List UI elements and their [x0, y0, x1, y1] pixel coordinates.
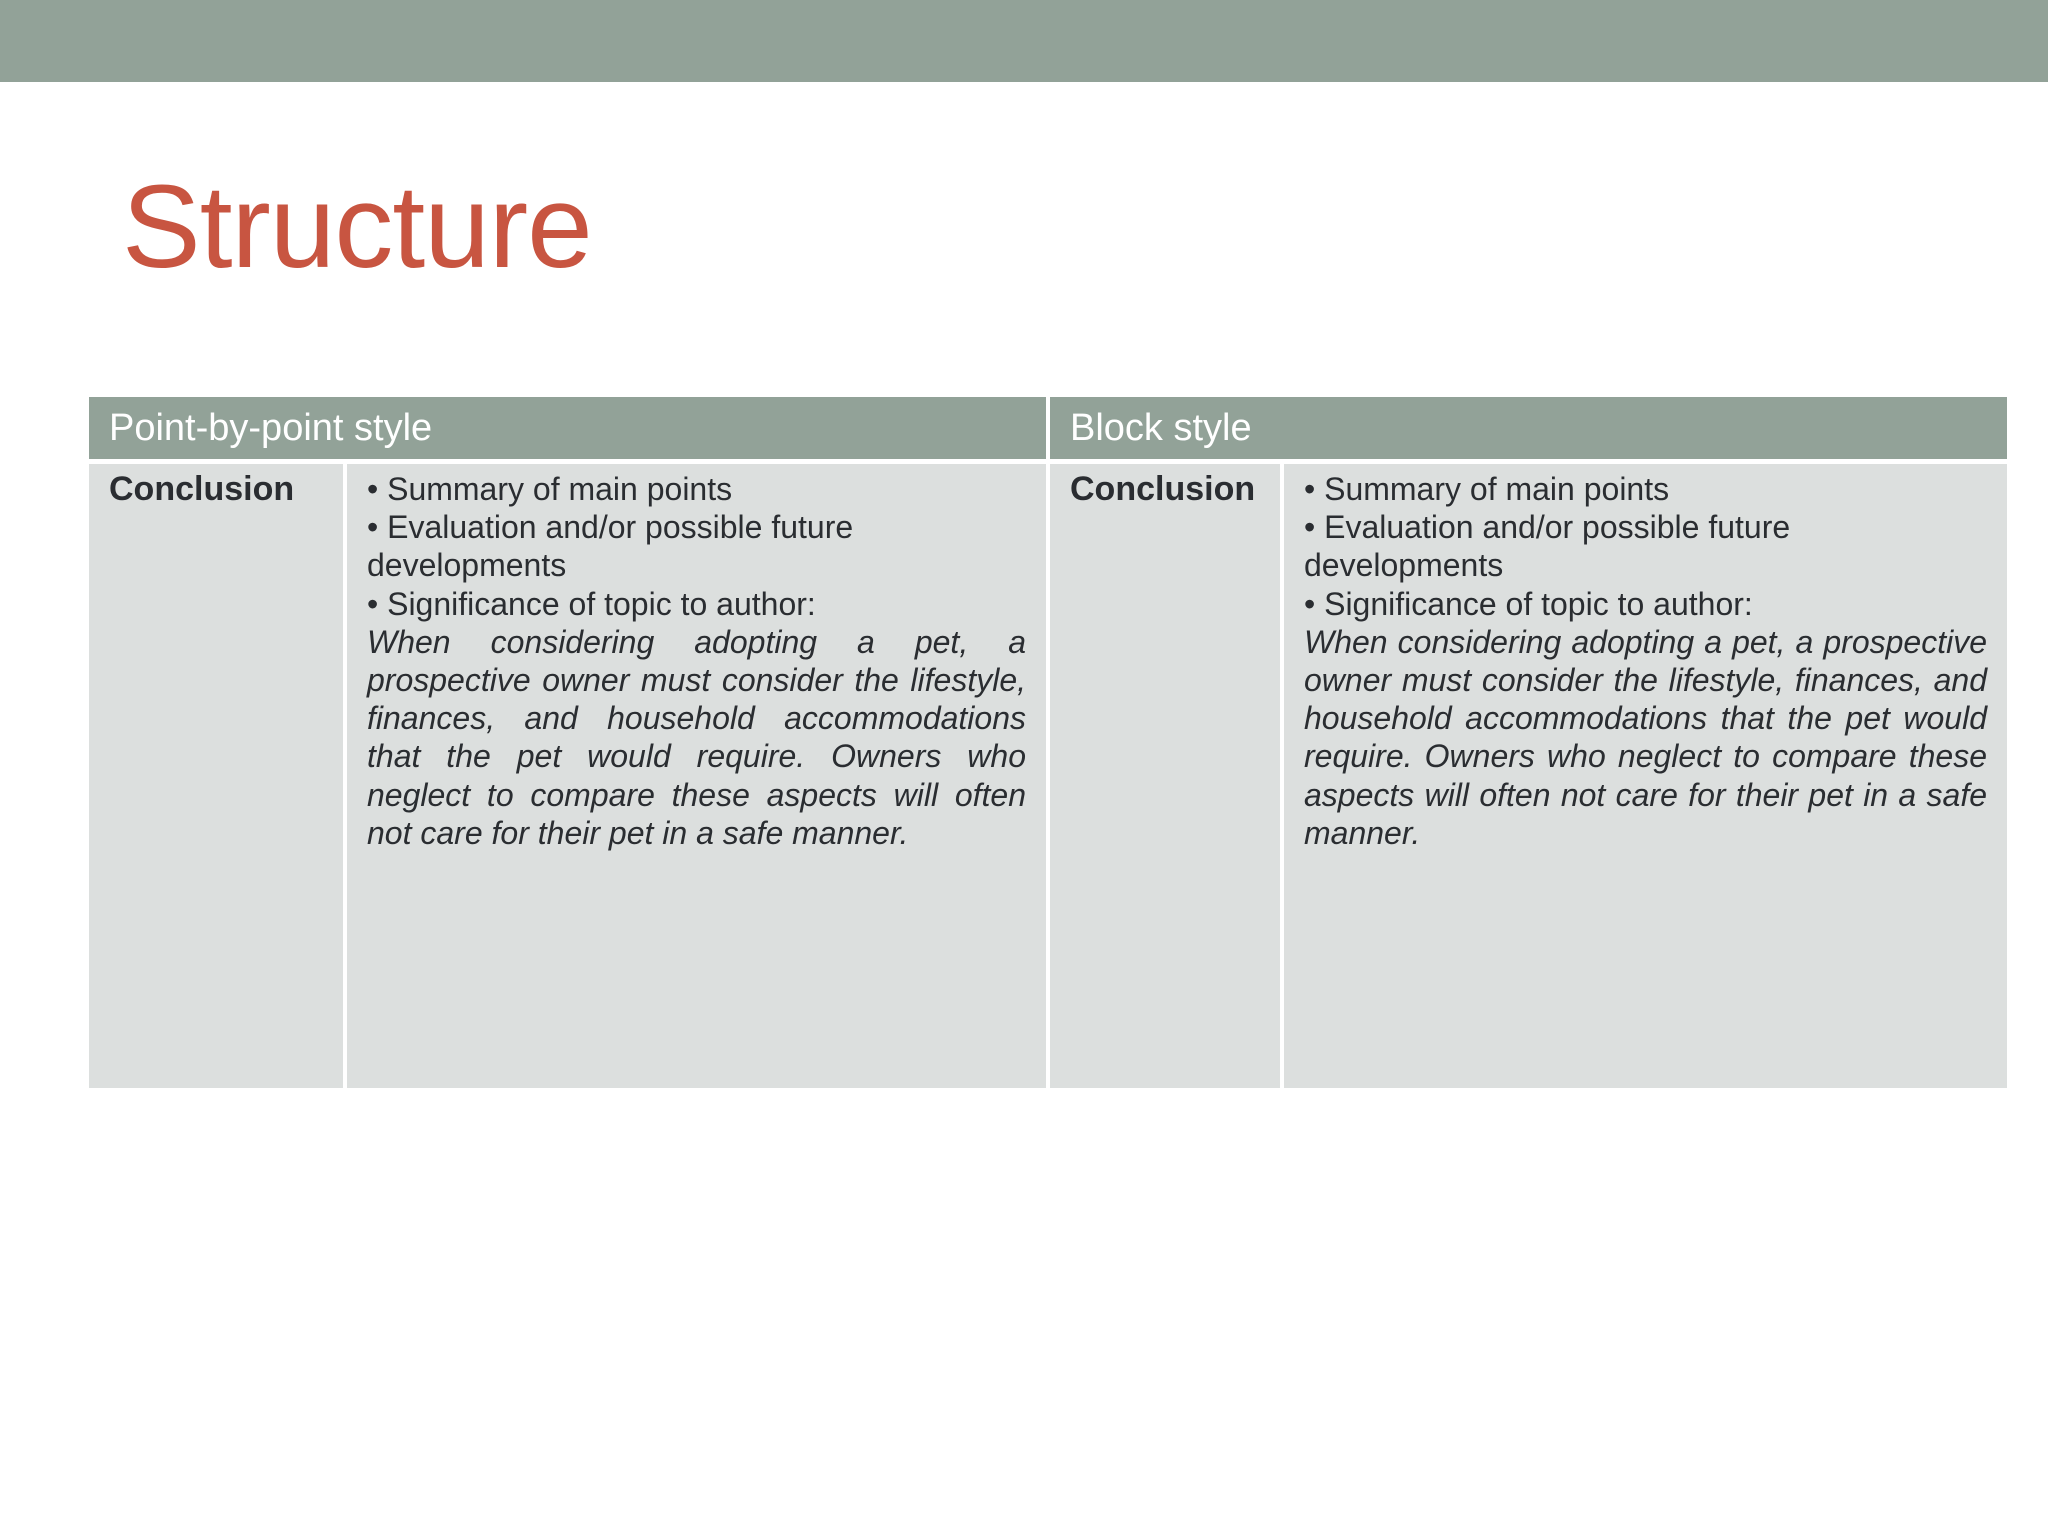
header-point-by-point: Point-by-point style: [89, 397, 1046, 459]
row-label-conclusion-block: Conclusion: [1050, 464, 1280, 1088]
example-text: When considering adopting a pet, a prospective owner must consider the lifestyle, finances, and household accommodations that the pet would require. Owners who neglect to compare these aspects will often not care for their pet in a safe manner.: [1304, 623, 1987, 851]
top-decorative-band: [0, 0, 2048, 82]
example-text: When considering adopting a pet, a prospective owner must consider the lifestyle, finances, and household accommodations that the pet would require. Owners who neglect to compare these aspects will often not care for their pet in a safe manner.: [367, 623, 1026, 851]
header-block-style: Block style: [1050, 397, 2007, 459]
row-label-conclusion-point: Conclusion: [89, 464, 343, 1088]
comparison-table: [89, 397, 2007, 1088]
bullet-summary: • Summary of main points: [1304, 471, 1670, 507]
slide-title: Structure: [122, 161, 592, 293]
conclusion-content-point: [347, 464, 1046, 1088]
bullet-significance: • Significance of topic to author:: [367, 585, 816, 622]
bullet-evaluation: • Evaluation and/or possible future developments: [1304, 509, 1791, 584]
conclusion-content-block: [1284, 464, 2007, 1088]
bullet-evaluation: • Evaluation and/or possible future developments: [367, 509, 854, 584]
bullet-significance: • Significance of topic to author:: [1304, 585, 1753, 622]
bullet-summary: • Summary of main points: [367, 471, 733, 507]
